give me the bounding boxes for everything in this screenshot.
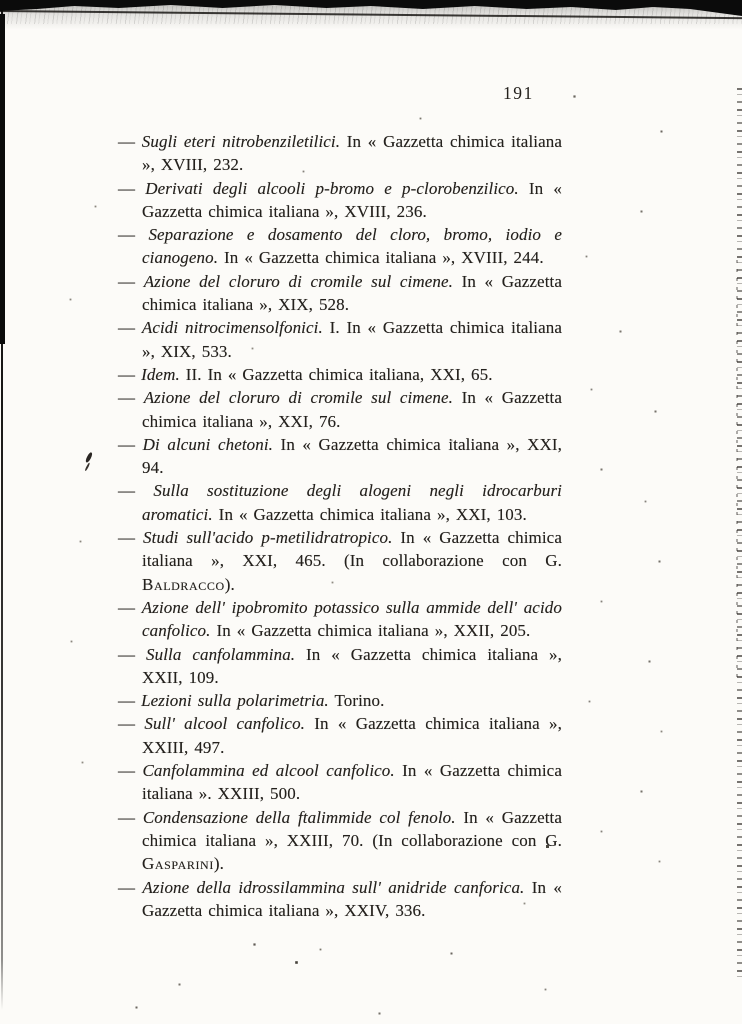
entry-segment: In « Gazzetta chimica italiana », XXII, 109. xyxy=(142,644,562,687)
entry-text xyxy=(142,714,562,756)
entry-dash: — xyxy=(118,388,144,408)
entry-segment: ). xyxy=(213,854,225,874)
entry-segment: Derivati degli alcooli p-bromo e p-clorobenzilico. xyxy=(145,178,519,198)
entry-dash: — xyxy=(118,225,149,245)
entry-text xyxy=(142,179,562,221)
entry-dash: — xyxy=(118,481,154,501)
entry-text xyxy=(142,528,562,594)
bibliography-entry xyxy=(118,643,562,690)
entry-segment: In « Gazzetta chimica italiana », XXIII, 497. xyxy=(142,714,562,757)
entry-segment: Gasparini xyxy=(142,854,214,874)
bibliography-entry xyxy=(118,270,562,317)
entry-segment: In « Gazzetta chimica italiana », XXIII, 70. (In collaborazione con G. xyxy=(142,807,563,850)
entry-text xyxy=(142,808,562,874)
entry-segment: Sull' alcool canfolico. xyxy=(144,714,306,734)
entry-dash: — xyxy=(118,318,142,338)
entry-segment: Sulla canfolammina. xyxy=(146,644,296,664)
entry-segment: Idem. xyxy=(141,364,180,384)
bibliography-entry xyxy=(118,596,562,643)
entry-segment: In « Gazzetta chimica italiana », XVIII, 232. xyxy=(142,132,562,175)
entry-text xyxy=(142,481,562,523)
entry-dash: — xyxy=(118,132,142,151)
entry-segment: In « Gazzetta chimica italiana », XVIII, 244. xyxy=(218,248,544,268)
entry-dash: — xyxy=(118,271,144,291)
entry-text xyxy=(141,365,493,384)
entry-segment: In « Gazzetta chimica italiana », XXI, 76. xyxy=(142,388,562,431)
ink-mark xyxy=(85,452,94,464)
entry-segment: Azione della idrossilammina sull' anidride canforica. xyxy=(142,877,525,897)
entry-segment: Lezioni sulla polarimetria. xyxy=(141,691,329,711)
entry-segment: In « Gazzetta chimica italiana », XXI, 465. (In collaborazione con G. xyxy=(142,528,562,571)
entry-segment: Baldracco xyxy=(142,574,225,594)
bibliography-entry xyxy=(118,130,562,177)
bibliography-entry xyxy=(118,223,562,270)
entry-text xyxy=(142,318,562,360)
entry-text xyxy=(142,598,562,640)
bibliography-entry xyxy=(118,386,562,433)
entry-segment: In « Gazzetta chimica italiana », XXI, 103. xyxy=(212,504,527,524)
entry-segment: In « Gazzetta chimica italiana », XVIII, 236. xyxy=(142,178,562,221)
entry-segment: In « Gazzetta chimica italiana », XXIV, 336. xyxy=(142,877,562,920)
bibliography-entry xyxy=(118,689,562,712)
entry-dash: — xyxy=(118,691,142,711)
entry-dash: — xyxy=(118,364,142,384)
entry-segment: Sulla sostituzione degli alogeni negli idrocarburi aromatici. xyxy=(142,481,562,524)
entry-text xyxy=(142,225,562,267)
entry-dash: — xyxy=(118,528,144,548)
entry-text xyxy=(142,272,562,314)
entry-dash: — xyxy=(118,434,143,454)
entry-dash: — xyxy=(118,714,145,734)
bibliography-entry xyxy=(118,526,562,596)
bibliography-entry xyxy=(118,316,562,363)
entry-segment: Canfolammina ed alcool canfolico. xyxy=(142,761,395,781)
bibliography-entry xyxy=(118,363,562,386)
entry-dash: — xyxy=(118,761,143,781)
entry-text xyxy=(142,878,562,920)
bibliography-entry xyxy=(118,806,562,876)
entry-segment: Studi sull'acido p-metilidratropico. xyxy=(143,528,393,548)
entry-text xyxy=(142,132,562,174)
entry-segment: Torino. xyxy=(328,691,385,711)
entry-dash: — xyxy=(118,597,142,617)
bibliography-list xyxy=(118,130,562,922)
entry-segment: Sugli eteri nitrobenziletilici. xyxy=(141,132,341,151)
entry-segment: Azione del cloruro di cromile sul cimene. xyxy=(143,388,453,408)
bibliography-entry xyxy=(118,479,562,526)
entry-segment: ). xyxy=(224,574,235,594)
entry-dash: — xyxy=(118,178,146,198)
entry-segment: In « Gazzetta chimica italiana », XIX, 528. xyxy=(142,271,562,315)
page-number: 191 xyxy=(503,83,534,103)
scan-edge-right-inner xyxy=(736,260,738,680)
entry-text xyxy=(141,691,384,710)
entry-segment: In « Gazzetta chimica italiana ». XXIII, 500. xyxy=(142,761,562,804)
entry-text xyxy=(142,435,562,477)
scan-edge-left xyxy=(0,14,5,344)
entry-segment: Azione dell' ipobromito potassico sulla ammide dell' acido canfolico. xyxy=(141,597,562,641)
bibliography-entry xyxy=(118,876,562,923)
bibliography-entry xyxy=(118,712,562,759)
entry-segment: II. In « Gazzetta chimica italiana, XXI, 65. xyxy=(179,364,493,384)
entry-segment: Separazione e dosamento del cloro, bromo, iodio e cianogeno. xyxy=(142,225,562,268)
entry-text xyxy=(142,761,562,803)
bibliography-entry xyxy=(118,433,562,480)
bibliography-entry xyxy=(118,759,562,806)
bibliography-entry xyxy=(118,177,562,224)
entry-segment: I. In « Gazzetta chimica italiana », XIX, 533. xyxy=(142,318,563,361)
entry-segment: In « Gazzetta chimica italiana », XXII, 205. xyxy=(210,621,531,641)
entry-dash: — xyxy=(118,644,146,664)
entry-segment: Acidi nitrocimensolfonici. xyxy=(141,318,323,338)
entry-dash: — xyxy=(118,807,143,827)
entry-segment: Di alcuni chetoni. xyxy=(142,434,274,454)
entry-text xyxy=(142,645,562,687)
entry-segment: In « Gazzetta chimica italiana », XXI, 94. xyxy=(142,434,563,478)
entry-text xyxy=(142,388,562,430)
entry-segment: Condensazione della ftalimmide col fenolo. xyxy=(142,807,456,827)
entry-dash: — xyxy=(118,877,143,897)
entry-segment: Azione del cloruro di cromile sul cimene. xyxy=(143,271,453,291)
